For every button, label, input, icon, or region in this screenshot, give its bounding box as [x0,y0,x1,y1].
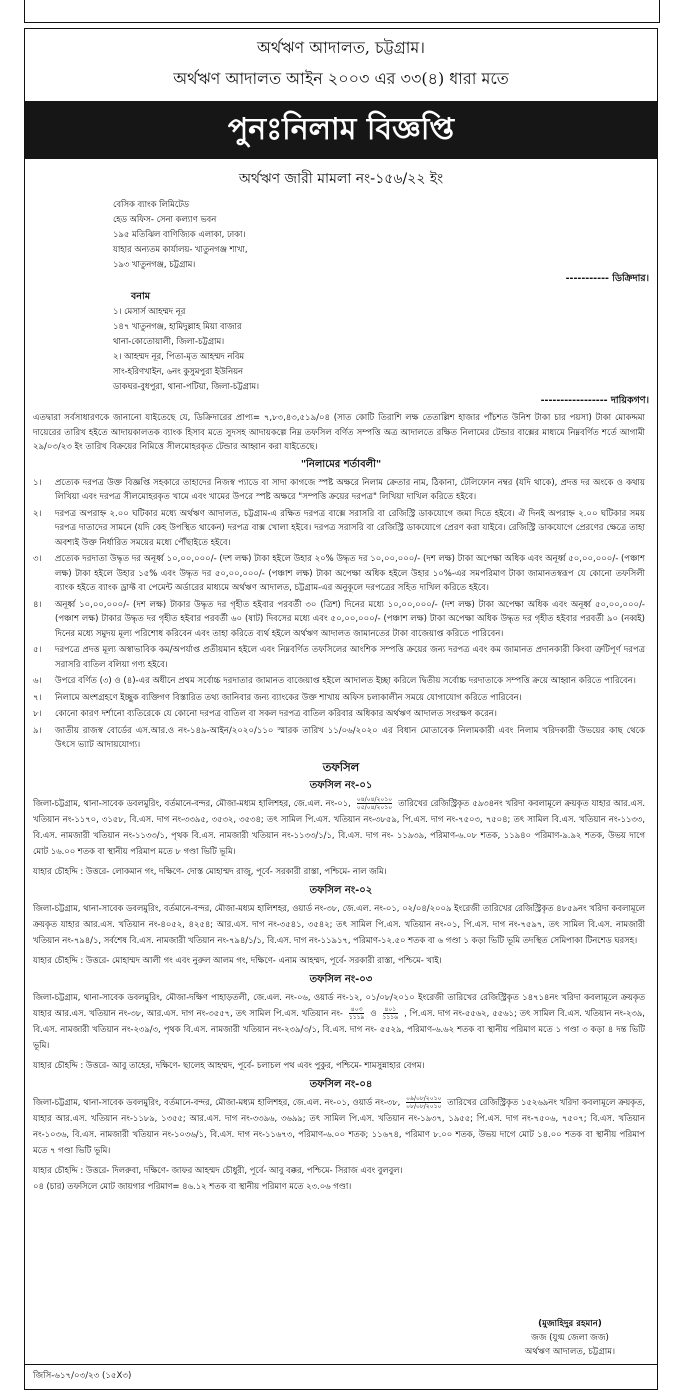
condition-text: কোনো কারণ দর্শানো ব্যতিরেকে যে কোনো দরপত্র বাতিল বা সকল দরপত্র বাতিল করিবার অধিকার অর্থঋণ আদালত সংরক্ষণ করেন। [55,709,497,719]
condition-number: ১। [33,477,42,488]
condition-number: ৬। [33,676,42,686]
fraction-bottom: ০৮/০৮/২০১০ [406,1102,442,1110]
condition-text: দরপত্র অপরাহ্ন ২.০০ ঘটিকার মধ্যে অর্থঋণ আদালত, চট্টগ্রাম-এ রক্ষিত দরপত্র বাক্সে সরাসরি বা রেজিস্ট্রি ডাকযোগে জমা দিতে হইবে। ঐ দিনই অপরাহ্ন ২.০০ ঘটিকার সময় দরপত্র দাতাদের সামনে (যদি কেহ উপস্থিত থাকেন) দরপত্র বাক্স খোলা হইবে। দরপত্র সরাসরি বা রেজিস্ট্রি ডাকযোগে প্রেরণ করা যাইবে। রেজিস্ট্রি ডাকযোগে প্রেরণের ক্ষেত্রে তাহা অবশ্যই উক্ত নির্ধারিত সময়ের মধ্যে পৌঁছাইতে হইবে। [55,508,645,548]
schedule-title: তফসিল নং-০৩ [309,973,373,985]
debtors-role: ----------------- দায়িকগণ। [540,395,649,406]
address-line: ডাকঘর-বুধপুরা, থানা-পটিয়া, জিলা-চট্টগ্রাম। [113,381,260,391]
condition-item [33,507,645,551]
condition-text: নিলামে অংশগ্রহণে ইচ্ছুক ব্যক্তিগণ বিস্তারিত তথ্য জানিবার জন্য ব্যাংকের উক্ত শাখায় অফিস চলাকালীন সময়ে যোগাযোগ করিতে পারিবেন। [55,692,522,703]
condition-item [33,552,645,596]
schedule-text-start: জিলা-চট্টগ্রাম, থানা-সাবেক ডবলমুরিং, বর্তমানে-বন্দর, মৌজা-মধ্যম হালিশহর, জে.এল. নং-০১, [33,797,351,808]
address-line: বেসিক ব্যাংক লিমিটেড [113,199,189,209]
condition-text: উপরে বর্ণিত (৩) ও (৪)-এর অধীনে প্রথম সর্বোচ্চ দরদাতার জামানত বাজেয়াপ্ত হইলে আদালত ইচ্ছা করিলে দ্বিতীয় সর্বোচ্চ দরদাতাকে সম্পত্তি ক্রয়ে আহ্বান করিতে পারিবেন। [55,676,636,686]
decree-holder-role: ----------- ডিক্রিদার। [565,273,649,284]
condition-number: ৪। [33,599,42,610]
condition-text: প্রত্যেক দরপত্র উক্ত বিজ্ঞপ্তি সহকারে তাহাদের নিজস্ব প্যাডে বা সাদা কাগজে স্পষ্ট অক্ষরে নিলাম ক্রেতার নাম, ঠিকানা, টেলিফোন নম্বর (যদি থাকে), প্রদত্ত দর অংকে ও কথায় লিখিয়া এবং দরপত্র সীলমোহরকৃত খামে এবং খামের উপরে স্পষ্ট অক্ষরে "সম্পত্তি ক্রয়ের দরপত্র" লিখিয়া দাখিল করিতে হইবে। [55,477,645,502]
signatory-name: (মুজাহিদুর রহমান) [538,1319,602,1329]
schedule-heading: তফসিল [322,759,360,774]
schedule-title: তফসিল নং-০১ [309,779,373,791]
notice-frame [24,28,658,1390]
schedule-text [25,795,657,859]
condition-text: প্রত্যেক দরদাতা উদ্ধৃত দর অনূর্ধ্ব ১০,০০,০০০/- (দশ লক্ষ) টাকা হইলে উহার ২০% উদ্ধৃত দর ১০,০০,০০০/- (দশ লক্ষ) টাকা অপেক্ষা অধিক এবং অনূর্ধ্ব ৫০,০০,০০০/- (পঞ্চাশ লক্ষ) টাকা হইলে উহার ১৫% এবং উদ্ধৃত দর ৫০,০০,০০০/- (পঞ্চাশ লক্ষ) টাকা অপেক্ষা অধিক হইলে উহার ১০%-এর সমপরিমাণ টাকা জামানতস্বরূপ যে কোনো তফসিলী ব্যাংক হইতে ব্যাংক ড্রাফ্ট বা পেমেন্ট অর্ডারের মাধ্যমে অর্থঋণ আদালত, চট্টগ্রাম-এর অনুকূলে দরপত্রের সহিত দাখিল করিতে হইবে। [55,554,645,593]
condition-number: ৯। [33,725,42,736]
schedule-text-end: , পি.এস. দাগ নং-৫৫৬২, ৫৫৬১; তৎ সামিল বি.এস. খতিয়ান নং-২৩৯, বি.এস. নামজারী খতিয়ান নং-২৩৯/৩, পৃথক বি.এস. নামজারী খতিয়ান নং-২৩৯/৩/১, বি.এস. দাগ নং- ৫৫২৯, পরিমাণ-৬.৬২ শতক বা স্থানীয় পরিমাণ মতে ১ গণ্ডা ৩ কড়া ৪ দন্ত ভিটি ভূমি। [33,1007,645,1050]
total-land-amount: ০৪ (চার) তফসিলে মোট জায়গার পরিমাণ= ৪৬.১২ শতক বা স্থানীয় পরিমাণ মতে ২৩.০৬ গণ্ডা। [33,1180,352,1191]
condition-number: ২। [33,508,42,519]
khatian-fraction [383,1006,399,1021]
address-line: ১৯৫ মতিঝিল বাণিজ্যিক এলাকা, ঢাকা। [113,229,246,239]
schedule-text [25,989,657,1053]
fraction-bottom: ০৫/০৪/২০১০ [356,803,393,811]
condition-item [33,707,645,722]
schedule-text-start: জিলা-চট্টগ্রাম, থানা-সাবেক ডবলমুরিং, মৌজা-দক্ষিণ পাহাড়তলী, জে.এল. নং-০৬, ওয়ার্ড নং-১২, ০১/০৮/২০১০ ইংরেজী তারিখের রেজিস্ট্রিকৃত ১৪৭১৪নং খরিদা কবলামূলে ক্রয়কৃত যাহার আর.এস. খতিয়ান নং-৩৮, আর.এস. দাগ নং-৩৫৫৭, তৎ সামিল পি.এস. খতিয়ান নং- [33,991,645,1018]
condition-item [33,691,645,706]
schedule-title: তফসিল নং-০২ [309,884,373,896]
conjunction: ও [370,1007,377,1018]
khatian-fraction [349,1006,365,1021]
fraction-top: ৪০৩ [350,1005,363,1013]
intro-paragraph: এতদ্বারা সর্বসাধারণকে জানানো যাইতেছে যে, ডিক্রিদারের প্রাপ্য= ৭,৮৩,৪৩,৫১৯/০৪ (সাত কোটি তিরাশি লক্ষ তেতাল্লিশ হাজার পাঁচশত উনিশ টাকা চার পয়সা) টাকা মোকদ্দমা দায়েরের তারিখ হইতে আদায়কালতক ব্যাংক হিসাব মতে সুদসহ আদায়কল্পে নিম্ন তফসিল বর্ণিত সম্পত্তি অত্র আদালতে রক্ষিত নিলামের টেন্ডার বাক্সের মাধ্যমে নিম্নবর্ণিত শর্তে আগামী ২৯/০৩/২৩ ইং তারিখ বিক্রয়ের নিমিত্তে সীলমোহরকৃত টেন্ডার আহ্বান করা যাইতেছে। [33,413,645,452]
conditions-title: "নিলামের শর্তাবলী" [300,458,382,470]
fraction-top: ০৪/০৪/২০১০ [356,795,393,803]
fraction-top: ০৯/০৮/২০১০ [406,1094,442,1102]
condition-text: জাতীয় রাজস্ব বোর্ডের এস.আর.ও নং-১৪৯-আইন/২০২০/১১০ স্মারক তারিখ ১১/০৬/২০২০ এর বিধান মোতাবেক নিলামকারী এবং নিলাম খরিদকারী উভয়ের কাছ থেকে উৎসে ভ্যাট আদায়যোগ্য। [55,725,645,750]
fraction-top: ৪০১ [384,1005,397,1013]
case-number: অর্থঋণ জারী মামলা নং-১৫৬/২২ ইং [238,171,444,187]
gc-reference: জিসি-৬১৭/০৩/২৩ (১৫X৩) [33,1371,132,1381]
schedule-text-end: তারিখের রেজিস্ট্রিকৃত ৫৯৩৪নং খরিদা কবলামূলে ক্রয়কৃত যাহার আর.এস. খতিয়ান নং-১১৭০, ৩১৫৮, বি.এস. দাগ নং-৩৩৯৫, ৩৫৩২, ৩৫৩৪; তৎ সামিল পি.এস. খতিয়ান নং-৩৮৫৯, পি.এস. দাগ নং-৭৫০৩, ৭৫০৪; তৎ সামিল বি.এস. খতিয়ান নং-১১৩৩, বি.এস. নামজারী খতিয়ান নং-১১৩৩/১, পৃথক বি.এস. নামজারী খতিয়ান নং-১১৩৩/১/১, বি.এস. দাগ নং- ১১৯৩৯, পরিমাণ-৬.০৮ শতক, ১১৯৪০ পরিমাণ-৯.৯২ শতক, উভয় দাগে মোট ১৬.০০ শতক বা স্থানীয় পরিমাপ মতে ৮ গণ্ডা ভিটি ভূমি। [33,797,645,856]
date-fraction [357,796,392,811]
notice-title-banner: পুনঃনিলাম বিজ্ঞপ্তি [25,101,657,159]
fraction-bottom: ১১১৯ [348,1013,365,1021]
schedule-boundaries: যাহার চৌহদ্দি : উত্তরে- দিলরুবা, দক্ষিণে- জাফর আহম্মদ চৌধুরী, পূর্বে- আবু বক্কর, পশ্চিমে- সিরাজ এবং বুলবুল। [33,1164,403,1175]
schedule-text: জিলা-চট্টগ্রাম, থানা-সাবেক ডবলমুরিং, বর্তমানে-বন্দর, মৌজা-মধ্যম হালিশহর, ওয়ার্ড নং-৩৮, জে.এল. নং-০১, ০২/০৪/২০০৯ ইংরেজী তারিখের রেজিস্ট্রিকৃত ৪৮৫৯নং খরিদা কবলামূলে ক্রয়কৃত যাহার আর.এস. খতিয়ান নং-৪০৫২, ৪২৫৪; আর.এস. দাগ নং-৩৫৪১, ৩৫৪২; তৎ সামিল পি.এস. খতিয়ান নং-০১, পি.এস. দাগ নং-৭৫৯৭, তৎ সামিল বি.এস. নামজারী খতিয়ান নং-৭৯৪/১, সর্বশেষ বি.এস. নামজারী খতিয়ান নং-৭৯৪/১/১, বি.এস. দাগ নং-১১৯১৭, পরিমাণ-১২.৫০ শতক বা ৬ গণ্ডা ১ কড়া ভিটি ভূমি তদস্থিত সেমিপাকা টিনশেড ঘরসহ। [33,902,645,945]
schedule-boundaries: যাহার চৌহদ্দি : উত্তরে- আবু তাহের, দক্ষিণে- ছালেহ আহম্মদ, পূর্বে- চলাচল পথ এবং পুকুর, পশ্চিমে- শামসুন্নাহার বেগম। [33,1059,425,1070]
condition-item [33,643,645,672]
address-line: ১৪৭ খাতুনগঞ্জ, হামিদুল্লাহ মিয়া বাজার [113,321,242,331]
date-fraction [406,1095,441,1110]
condition-item [33,476,645,505]
signatory-designation: জজ (যুগ্ম জেলা জজ) [531,1333,609,1343]
address-line: ১৯৩ খাতুনগঞ্জ, চট্টগ্রাম। [113,259,196,269]
top-border-frame [24,0,660,23]
address-line: সাং-হরিণখাইন, ৬নং কুসুমপুরা ইউনিয়ন [113,366,244,376]
schedule-title: তফসিল নং-০৪ [309,1078,373,1090]
condition-item [33,724,645,753]
address-line: যাহার অন্যতম কার্যালয়- খাতুনগঞ্জ শাখা, [113,244,248,254]
address-line: ২। আহম্মদ নূর, পিতা-মৃত আহম্মদ নবিম [113,351,245,361]
footer-divider [25,1364,657,1365]
condition-item [33,598,645,642]
condition-number: ৫। [33,645,42,655]
signatory-office: অর্থঋণ আদালত, চট্টগ্রাম। [524,1347,616,1357]
conditions-list [25,476,657,753]
schedule-boundaries: যাহার চৌহদ্দি : উত্তরে- লোকমান গং, দক্ষিণে- দোস্ত মোহাম্মদ রাজু, পূর্বে- সরকারী রাস্তা, পশ্চিমে- নাল জমি। [33,865,387,876]
condition-item [33,674,645,689]
address-line: থানা-কোতোয়ালী, জিলা-চট্টগ্রাম। [113,336,225,346]
condition-number: ৩। [33,554,42,564]
act-reference: অর্থঋণ আদালত আইন ২০০৩ এর ৩৩(৪) ধারা মতে [173,69,509,88]
condition-number: ৭। [33,692,42,703]
schedule-text [25,1094,657,1158]
debtors-address [25,304,657,394]
court-name: অর্থঋণ আদালত, চট্টগ্রাম। [257,38,425,57]
versus-label: বনাম [131,291,150,302]
condition-text: অনূর্ধ্ব ১০,০০,০০০/- (দশ লক্ষ) টাকার উদ্ধৃত দর গৃহীত হইবার পরবর্তী ৩০ (ত্রিশ) দিনের মধ্যে ১০,০০,০০০/- (দশ লক্ষ) টাকা অপেক্ষা অধিক এবং অনূর্ধ্ব ৫০,০০,০০০/- (পঞ্চাশ লক্ষ) টাকার উদ্ধৃত দর গৃহীত হইবার পরবর্তী ৬০ (ষাট) দিবসের মধ্যে এবং ৫০,০০,০০০/- (পঞ্চাশ লক্ষ) টাকা অপেক্ষা অধিক উদ্ধৃত দর গৃহীত হইবার পরবর্তী ৯০ (নব্বই) দিনের মধ্যে সমুদয় মূল্য পরিশোধ করিবেন এবং তাহা করিতে ব্যর্থ হইলে অর্থঋণ আদালত জামানতের টাকা বাজেয়াপ্ত করিতে পারিবেন। [55,599,645,639]
schedule-text-end: তারিখের রেজিস্ট্রিকৃত ১৫২৬৯নং খরিদা কবলামূলে ক্রয়কৃত, যাহার আর.এস. খতিয়ান নং-১১৮৯, ১৩৫৫; আর.এস. দাগ নং-৩৩৯৬, ৩৬৯৯; তৎ সামিল পি.এস. খতিয়ান নং-১৯৩৭, ১৯৫৫; পি.এস. দাগ নং-৭৫০৬, ৭৫০৭; বি.এস. খতিয়ান নং-১০৩৬, বি.এস. নামজারী খতিয়ান নং-১০৩৬/১, বি.এস. দাগ নং-১১৬৭৩, পরিমাণ-৬.০০ শতক; ১১৬৭৪, পরিমাণ ৮.০০ শতক, উভয় দাগে মোট ১৪.০০ শতক বা স্থানীয় পরিমাপ মতে ৭ গণ্ডা ভিটি ভূমি। [33,1096,645,1155]
condition-text: দরপত্রে প্রদত্ত মূল্য অস্বাভাবিক কম/অপর্যাপ্ত প্রতীয়মান হইলে এবং নিম্নবর্ণিত তফসিলের আংশিক সম্পত্তি ক্রয়ের জন্য দরপত্র এবং কম জামানত প্রদানকারী কিংবা ত্রুটিপূর্ণ দরপত্র সরাসরি বাতিল বলিয়া গণ্য হইবে। [55,645,645,670]
schedule-boundaries: যাহার চৌহদ্দি : উত্তরে- মোহাম্মদ আলী গং এবং নুরুল আলম গং, দক্ষিণে- এনাম আহম্মদ, পূর্বে- সরকারী রাস্তা, পশ্চিমে- খাই। [33,954,442,965]
fraction-bottom: ১১১৬ [382,1013,399,1021]
signature-block [505,1317,635,1359]
condition-number: ৮। [33,709,42,719]
address-line: হেড অফিস- সেনা কল্যাণ ভবন [113,214,217,224]
schedule-text-start: জিলা-চট্টগ্রাম, থানা-সাবেক ডবলমুরিং, বর্তমানে-বন্দর, মৌজা-মধ্যম হালিশহর, জে.এল. নং-০১, ওয়ার্ড নং-৩৮, [33,1096,401,1107]
decree-holder-address [25,197,657,272]
address-line: ১। মেসার্স আহম্মদ নূর [113,306,186,316]
